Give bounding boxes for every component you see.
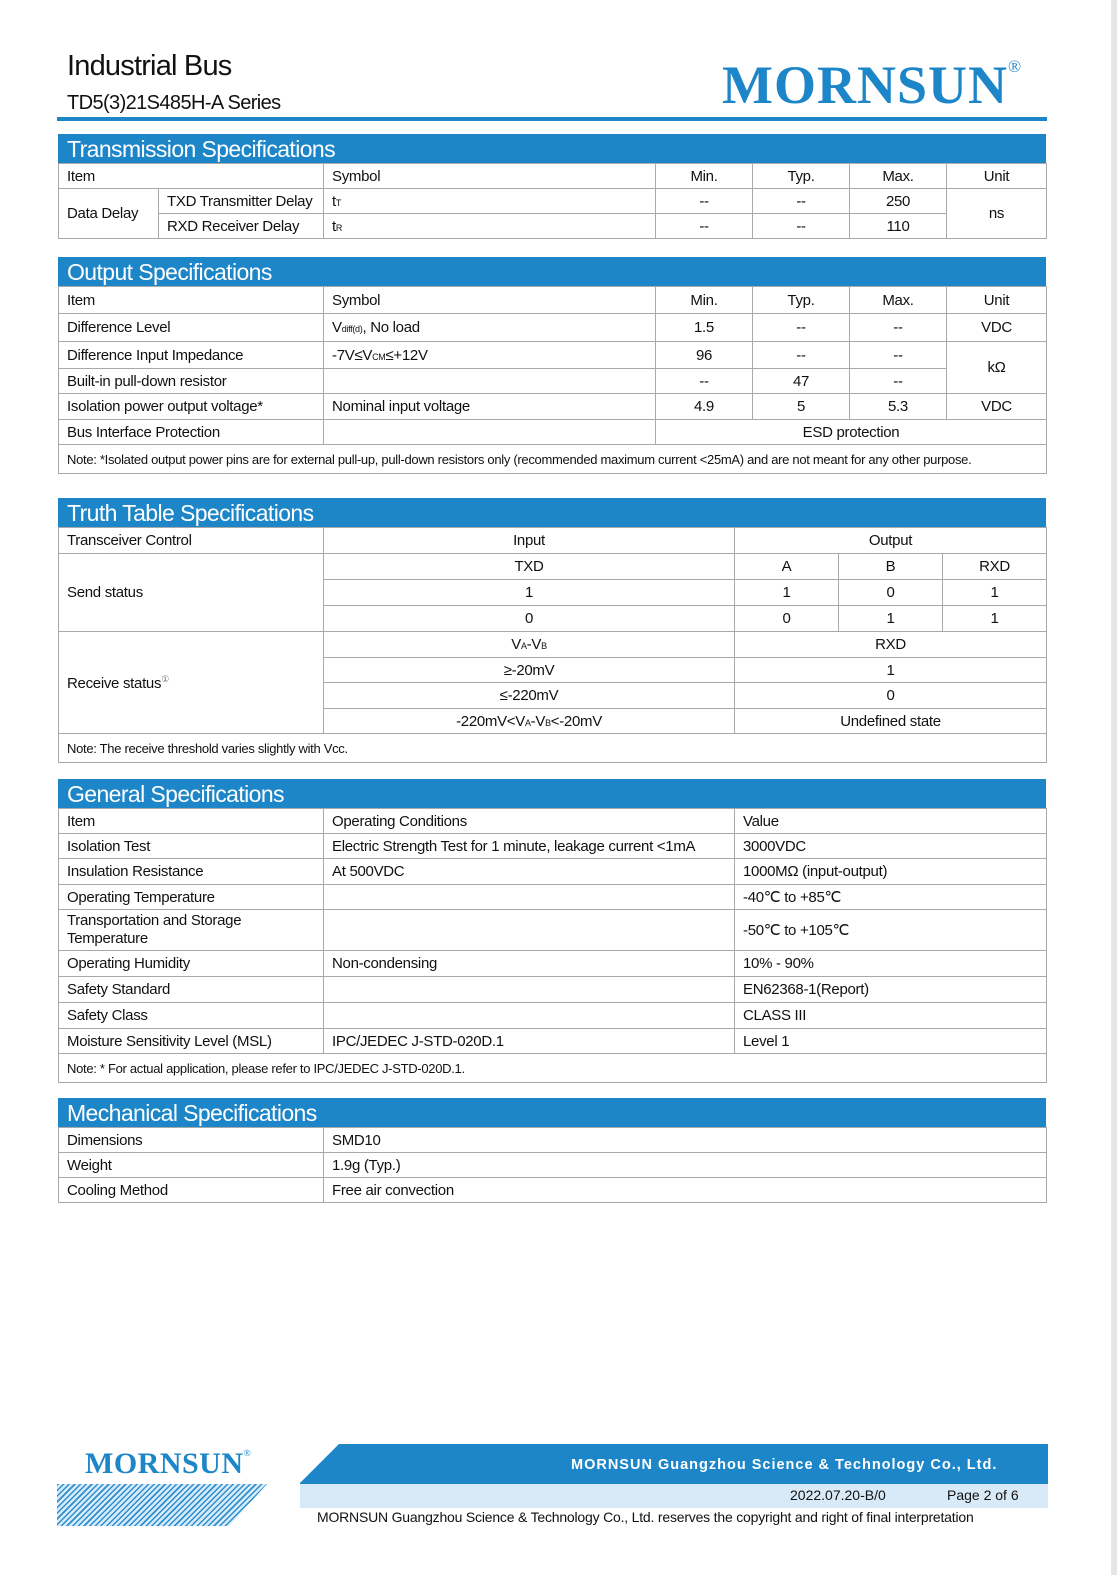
footer-registered-mark: ® xyxy=(243,1448,252,1460)
header-cell: Item xyxy=(59,287,324,314)
note-row xyxy=(59,734,1047,763)
table-header-row xyxy=(59,287,1047,314)
max-cell: -- xyxy=(850,369,947,394)
min-cell: 4.9 xyxy=(656,394,753,420)
general-note: Note: * For actual application, please refer to IPC/JEDEC J-STD-020D.1. xyxy=(59,1054,1047,1083)
header-cell: Min. xyxy=(656,164,753,189)
table-row xyxy=(59,1029,1047,1054)
output-cell: 0 xyxy=(735,683,1047,709)
condition-cell xyxy=(324,910,735,951)
table-header-row xyxy=(59,809,1047,834)
table-row xyxy=(59,632,1047,658)
unit-cell: kΩ xyxy=(947,342,1047,394)
value-cell: EN62368-1(Report) xyxy=(735,977,1047,1003)
item-cell: Isolation power output voltage* xyxy=(59,394,324,420)
a-cell: 1 xyxy=(735,580,839,606)
header-cell: Typ. xyxy=(753,287,850,314)
table-row xyxy=(59,554,1047,580)
copyright-notice: MORNSUN Guangzhou Science & Technology Co., Ltd. reserves the copyright and right of final interpretation xyxy=(317,1509,974,1525)
table-row xyxy=(59,1153,1047,1178)
mechanical-table xyxy=(58,1127,1047,1203)
txd-cell: 1 xyxy=(324,580,735,606)
header-cell: Transceiver Control xyxy=(59,528,324,554)
header-cell: Unit xyxy=(947,164,1047,189)
general-specifications xyxy=(58,779,1046,1083)
page-edge xyxy=(1111,0,1117,1575)
header-cell: Symbol xyxy=(324,164,656,189)
transmission-specifications xyxy=(58,134,1046,239)
item-cell: Built-in pull-down resistor xyxy=(59,369,324,394)
header-cell: Max. xyxy=(850,164,947,189)
output-specifications xyxy=(58,257,1046,474)
header-cell: Output xyxy=(735,528,1047,554)
header-cell: Input xyxy=(324,528,735,554)
table-row xyxy=(59,314,1047,342)
table-row xyxy=(59,885,1047,910)
input-cell: -220mV<VA-VB<-20mV xyxy=(324,709,735,734)
condition-cell: Electric Strength Test for 1 minute, leakage current <1mA xyxy=(324,834,735,859)
item-cell: Operating Temperature xyxy=(59,885,324,910)
section-title: Truth Table Specifications xyxy=(58,498,1046,527)
truth-note: Note: The receive threshold varies slightly with Vcc. xyxy=(59,734,1047,763)
registered-mark: ® xyxy=(1008,56,1023,76)
table-row xyxy=(59,951,1047,977)
rxd-header: RXD xyxy=(943,554,1047,580)
symbol-cell: Nominal input voltage xyxy=(324,394,656,420)
value-cell: Free air convection xyxy=(324,1178,1047,1203)
item-cell: Weight xyxy=(59,1153,324,1178)
b-cell: 1 xyxy=(839,606,943,632)
symbol-cell xyxy=(324,420,656,445)
symbol-cell xyxy=(324,369,656,394)
rxd-header: RXD xyxy=(735,632,1047,658)
typ-cell: 5 xyxy=(753,394,850,420)
item-cell: RXD Receiver Delay xyxy=(159,214,324,239)
header-cell: Typ. xyxy=(753,164,850,189)
header-divider xyxy=(57,117,1047,121)
header-cell: Item xyxy=(59,809,324,834)
rxd-cell: 1 xyxy=(943,580,1047,606)
value-cell: 3000VDC xyxy=(735,834,1047,859)
condition-cell: At 500VDC xyxy=(324,859,735,885)
table-header-row xyxy=(59,528,1047,554)
document-version-date: 2022.07.20-B/0 xyxy=(790,1487,886,1503)
footer-company-name: MORNSUN Guangzhou Science & Technology Co., Ltd. xyxy=(571,1457,998,1473)
value-cell: 1000MΩ (input-output) xyxy=(735,859,1047,885)
condition-cell xyxy=(324,1003,735,1029)
txd-cell: 0 xyxy=(324,606,735,632)
truth-table-specifications xyxy=(58,498,1046,763)
symbol-cell: Vdiff(d), No load xyxy=(324,314,656,342)
section-title: General Specifications xyxy=(58,779,1046,808)
max-cell: -- xyxy=(850,314,947,342)
value-cell: SMD10 xyxy=(324,1128,1047,1153)
item-cell: Bus Interface Protection xyxy=(59,420,324,445)
b-cell: 0 xyxy=(839,580,943,606)
item-cell: Difference Input Impedance xyxy=(59,342,324,369)
value-cell: 10% - 90% xyxy=(735,951,1047,977)
item-cell: Transportation and Storage Temperature xyxy=(59,910,324,951)
footer-banner-slant xyxy=(299,1444,339,1484)
group-label: Data Delay xyxy=(59,189,159,239)
item-cell: Dimensions xyxy=(59,1128,324,1153)
item-cell: Cooling Method xyxy=(59,1178,324,1203)
typ-cell: -- xyxy=(753,314,850,342)
condition-cell: Non-condensing xyxy=(324,951,735,977)
header-cell: Max. xyxy=(850,287,947,314)
input-cell: ≤-220mV xyxy=(324,683,735,709)
table-row xyxy=(59,189,1047,214)
header-cell: Unit xyxy=(947,287,1047,314)
typ-cell: -- xyxy=(753,342,850,369)
footer-hatch-slant xyxy=(57,1484,267,1526)
table-row xyxy=(59,369,1047,394)
unit-cell: ns xyxy=(947,189,1047,239)
footer-mornsun-logo xyxy=(85,1447,251,1481)
output-cell: 1 xyxy=(735,658,1047,683)
item-cell: Moisture Sensitivity Level (MSL) xyxy=(59,1029,324,1054)
table-row xyxy=(59,1128,1047,1153)
rxd-cell: 1 xyxy=(943,606,1047,632)
min-cell: -- xyxy=(656,214,753,239)
min-cell: -- xyxy=(656,189,753,214)
item-cell: Operating Humidity xyxy=(59,951,324,977)
value-cell: -40℃ to +85℃ xyxy=(735,885,1047,910)
send-status-label: Send status xyxy=(59,554,324,632)
symbol-cell: tT xyxy=(324,189,656,214)
symbol-cell: tR xyxy=(324,214,656,239)
table-row xyxy=(59,859,1047,885)
transmission-table xyxy=(58,163,1047,239)
max-cell: 250 xyxy=(850,189,947,214)
table-row xyxy=(59,420,1047,445)
note-row xyxy=(59,445,1047,474)
min-cell: 1.5 xyxy=(656,314,753,342)
header-cell: Operating Conditions xyxy=(324,809,735,834)
item-cell: Insulation Resistance xyxy=(59,859,324,885)
item-cell: TXD Transmitter Delay xyxy=(159,189,324,214)
typ-cell: 47 xyxy=(753,369,850,394)
output-cell: Undefined state xyxy=(735,709,1047,734)
table-row xyxy=(59,214,1047,239)
unit-cell: VDC xyxy=(947,314,1047,342)
min-cell: -- xyxy=(656,369,753,394)
symbol-cell: -7V≤VCM≤+12V xyxy=(324,342,656,369)
receive-status-label: Receive status① xyxy=(59,632,324,734)
item-cell: Difference Level xyxy=(59,314,324,342)
note-row xyxy=(59,1054,1047,1083)
footer-hatch-pattern xyxy=(57,1484,267,1526)
table-row xyxy=(59,394,1047,420)
logo-text: MORNSUN xyxy=(722,55,1008,115)
section-title: Mechanical Specifications xyxy=(58,1098,1046,1127)
document-title: Industrial Bus xyxy=(67,50,232,82)
unit-cell: VDC xyxy=(947,394,1047,420)
max-cell: 110 xyxy=(850,214,947,239)
b-header: B xyxy=(839,554,943,580)
output-note: Note: *Isolated output power pins are for external pull-up, pull-down resistors only (recommended maximum current <25mA) and are not meant for any other purpose. xyxy=(59,445,1047,474)
value-cell: -50℃ to +105℃ xyxy=(735,910,1047,951)
mornsun-logo xyxy=(722,54,1022,116)
truth-table xyxy=(58,527,1047,763)
va-vb-header: VA-VB xyxy=(324,632,735,658)
typ-cell: -- xyxy=(753,189,850,214)
condition-cell xyxy=(324,977,735,1003)
page-number: Page 2 of 6 xyxy=(947,1487,1019,1503)
typ-cell: -- xyxy=(753,214,850,239)
condition-cell xyxy=(324,885,735,910)
max-cell: 5.3 xyxy=(850,394,947,420)
general-table xyxy=(58,808,1047,1083)
section-title: Transmission Specifications xyxy=(58,134,1046,163)
txd-header: TXD xyxy=(324,554,735,580)
footer-light-band xyxy=(300,1484,1048,1508)
value-cell: CLASS III xyxy=(735,1003,1047,1029)
table-row xyxy=(59,910,1047,951)
table-header-row xyxy=(59,164,1047,189)
condition-cell: IPC/JEDEC J-STD-020D.1 xyxy=(324,1029,735,1054)
table-row xyxy=(59,977,1047,1003)
header-cell: Symbol xyxy=(324,287,656,314)
item-cell: Isolation Test xyxy=(59,834,324,859)
item-cell: Safety Class xyxy=(59,1003,324,1029)
min-cell: 96 xyxy=(656,342,753,369)
header-cell: Item xyxy=(59,164,324,189)
input-cell: ≥-20mV xyxy=(324,658,735,683)
value-cell: ESD protection xyxy=(656,420,1047,445)
item-cell: Safety Standard xyxy=(59,977,324,1003)
section-title: Output Specifications xyxy=(58,257,1046,286)
mechanical-specifications xyxy=(58,1098,1046,1203)
value-cell: 1.9g (Typ.) xyxy=(324,1153,1047,1178)
a-cell: 0 xyxy=(735,606,839,632)
output-table xyxy=(58,286,1047,474)
table-row xyxy=(59,834,1047,859)
table-row xyxy=(59,342,1047,369)
table-row xyxy=(59,1178,1047,1203)
table-row xyxy=(59,1003,1047,1029)
a-header: A xyxy=(735,554,839,580)
max-cell: -- xyxy=(850,342,947,369)
value-cell: Level 1 xyxy=(735,1029,1047,1054)
header-cell: Min. xyxy=(656,287,753,314)
header-cell: Value xyxy=(735,809,1047,834)
footer-logo-text: MORNSUN xyxy=(85,1447,244,1480)
series-name: TD5(3)21S485H-A Series xyxy=(67,92,281,114)
